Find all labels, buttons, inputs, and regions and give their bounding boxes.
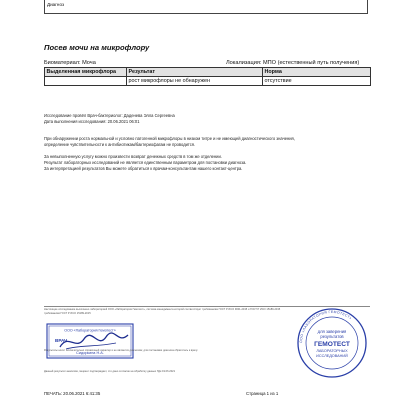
diagnosis-label: Диагноз <box>47 2 65 7</box>
seal-brand: ГЕМОТЕСТ <box>314 341 350 348</box>
researcher-line: Исследование провёл Врач-бактериолог: Даденева Элла Сергеевна <box>44 113 175 118</box>
table-cell: отсутствие <box>263 77 371 86</box>
biomaterial-label: Биоматериал: Моча <box>44 60 96 66</box>
table-header-row <box>45 68 371 77</box>
disclaimer-text: Результаты носят исключительно справочный характер и не являются диагнозом; для постановки диагноза обратитесь к врачу <box>44 349 198 352</box>
seal-line: ИССЛЕДОВАНИЙ <box>316 354 348 358</box>
note-line: определение чувствительности к антибиотикам/бактериофагам не проводится. <box>44 142 196 147</box>
table-row <box>45 77 371 86</box>
column-header: Норма <box>263 68 371 77</box>
doctor-stamp <box>46 323 134 359</box>
table-cell: рост микрофлоры не обнаружен <box>127 77 263 86</box>
diagnosis-box <box>44 0 368 14</box>
seal-line: результатов <box>320 334 344 339</box>
consent-text: Данный результат анализов, пациент подтверждает, что дано согласие на обработку данных ГДи 19.06.2021 <box>44 370 176 373</box>
seal-line: ЛАБОРАТОРНЫХ <box>316 349 348 353</box>
page-number: Страница 1 из 1 <box>246 391 279 396</box>
note-line: За интерпретацией результатов Вы можете обратиться к врачам-консультантам нашего контакт-центра. <box>44 166 243 171</box>
note-line: За невыполненную услугу можно произвести возврат денежных средств в том же отделении. <box>44 154 222 159</box>
table-cell <box>45 77 127 86</box>
note-line: При обнаружении роста нормальной и условно патогенной микрофлоры в низком титре и не имеющей диагностического значения, <box>44 136 295 141</box>
lab-seal <box>296 307 368 379</box>
localization-label: Локализация: МПО (естественный путь получения) <box>226 60 360 66</box>
results-table <box>44 67 371 86</box>
license-line: требованиям ГОСТ Р ИСО 15189-2015 <box>44 311 91 315</box>
column-header: Результат <box>127 68 263 77</box>
note-line: Результат лабораторных исследований не является единственным параметром для постановки диагноза. <box>44 160 247 165</box>
stamp-org-text: ООО «Лаборатория Гемотест» <box>64 328 116 333</box>
date-line: Дата выполнения исследования: 20.06.2021 06:01 <box>44 119 140 124</box>
stamp-doctor-text: ВРАЧ <box>55 338 68 343</box>
license-line: Настоящее исследование выполнено лабораторией ООО «Лаборатория Гемотест», система менеджмента которой соответствует требованиям ГОСТ Р ИСО 9001-2015 и ГОСТ Р ИСО 15189-2015 <box>44 308 281 311</box>
print-timestamp: ПЕЧАТЬ: 20.06.2021 6:41:35 <box>44 391 101 396</box>
seal-ring-text: ООО «ЛАБОРАТОРИЯ ГЕМОТЕСТ» <box>298 309 353 344</box>
column-header: Выделенная микрофлора <box>45 68 127 77</box>
seal-line: для заверения <box>317 329 347 334</box>
section-title: Посев мочи на микрофлору <box>44 43 150 52</box>
stamp-name-text: Сидоркина Н.А. <box>76 351 104 355</box>
